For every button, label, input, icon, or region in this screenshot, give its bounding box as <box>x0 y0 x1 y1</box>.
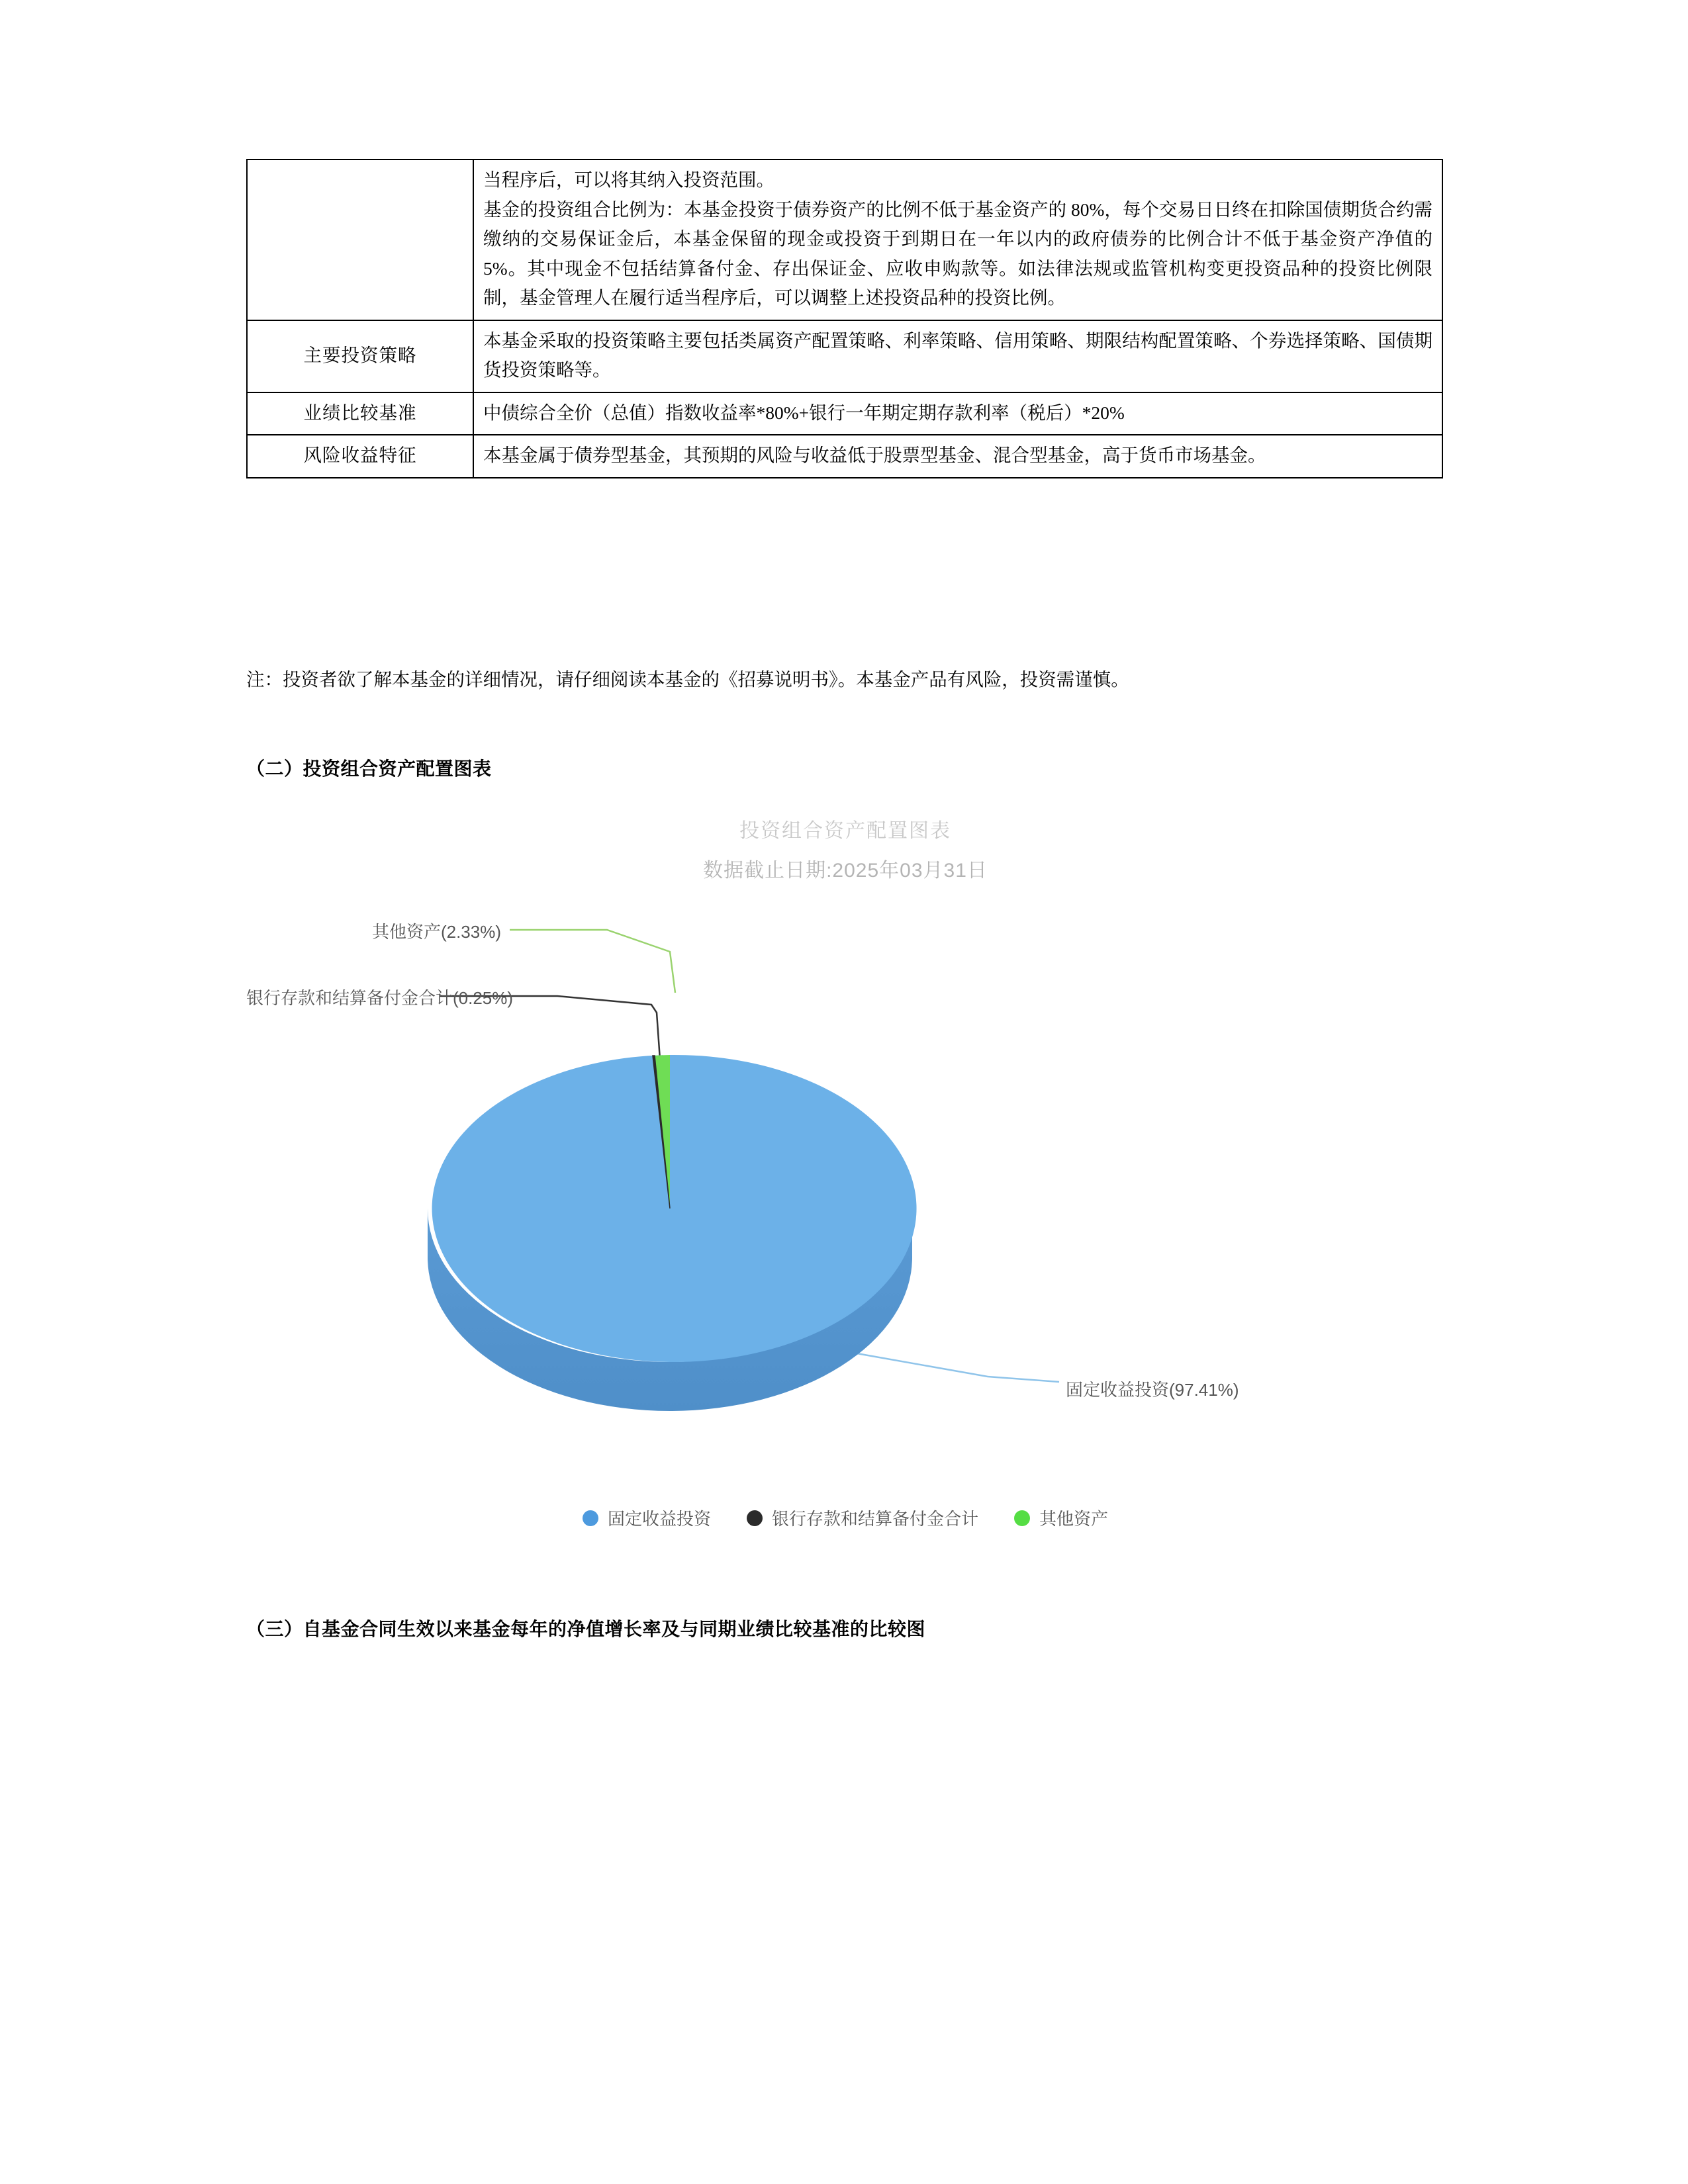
legend-label: 固定收益投资 <box>607 1509 711 1529</box>
row-label: 主要投资策略 <box>247 320 473 392</box>
legend-dot-icon <box>747 1510 763 1526</box>
table-row <box>247 159 1442 320</box>
callout-bank-deposits: 银行存款和结算备付金合计(0.25%) <box>246 988 514 1008</box>
row-paragraph: 基金的投资组合比例为：本基金投资于债券资产的比例不低于基金资产的 80%，每个交易日日终在扣除国债期货合约需缴纳的交易保证金后，本基金保留的现金或投资于到期日在一年以内的政府债券的比例合计不低于基金资产净值的 5%。其中现金不包括结算备付金、存出保证金、应收申购款等。如法律法规或监管机构变更投资品种的投资比例限制，基金管理人在履行适当程序后，可以调整上述投资品种的投资比例。 <box>483 199 1432 308</box>
chart-legend <box>246 1506 1444 1530</box>
fund-info-table <box>246 159 1443 478</box>
table-row <box>247 435 1442 478</box>
legend-dot-icon <box>1014 1510 1030 1526</box>
row-value <box>473 320 1442 392</box>
row-value <box>473 159 1442 320</box>
chart-title: 投资组合资产配置图表 <box>739 820 951 842</box>
row-paragraph: 当程序后，可以将其纳入投资范围。 <box>483 169 774 190</box>
callout-fixed-income: 固定收益投资(97.41%) <box>1066 1380 1239 1400</box>
pie-slice-fixed-income <box>432 1055 917 1362</box>
table-row <box>247 392 1442 435</box>
row-paragraph: 中债综合全价（总值）指数收益率*80%+银行一年期定期存款利率（税后）*20% <box>483 402 1125 423</box>
legend-label: 其他资产 <box>1039 1509 1109 1529</box>
table-row <box>247 320 1442 392</box>
callout-other-assets: 其他资产(2.33%) <box>371 922 501 942</box>
row-label <box>247 159 473 320</box>
legend-dot-icon <box>583 1510 598 1526</box>
note-text: 注：投资者欲了解本基金的详细情况，请仔细阅读本基金的《招募说明书》。本基金产品有风险，投资需谨慎。 <box>246 669 1129 690</box>
chart-subtitle: 数据截止日期:2025年03月31日 <box>703 860 988 882</box>
leader-line-other <box>510 930 675 993</box>
legend-label: 银行存款和结算备付金合计 <box>771 1509 978 1529</box>
asset-allocation-chart <box>246 794 1444 1575</box>
row-value <box>473 435 1442 478</box>
section-heading-three: （三）自基金合同生效以来基金每年的净值增长率及与同期业绩比较基准的比较图 <box>246 1619 926 1640</box>
row-paragraph: 本基金采取的投资策略主要包括类属资产配置策略、利率策略、信用策略、期限结构配置策略、个券选择策略、国债期货投资策略等。 <box>483 330 1432 381</box>
row-label: 风险收益特征 <box>247 435 473 478</box>
table-note <box>246 665 1444 695</box>
row-paragraph: 本基金属于债券型基金，其预期的风险与收益低于股票型基金、混合型基金，高于货币市场基金。 <box>483 445 1266 466</box>
pie-chart-graphic <box>246 794 1444 1575</box>
legend-item-fixed-income[interactable] <box>583 1506 711 1530</box>
row-label: 业绩比较基准 <box>247 392 473 435</box>
row-value <box>473 392 1442 435</box>
section-heading-two: （二）投资组合资产配置图表 <box>246 759 492 780</box>
legend-item-other-assets[interactable] <box>1014 1506 1108 1530</box>
legend-item-bank-deposits[interactable] <box>747 1506 978 1530</box>
